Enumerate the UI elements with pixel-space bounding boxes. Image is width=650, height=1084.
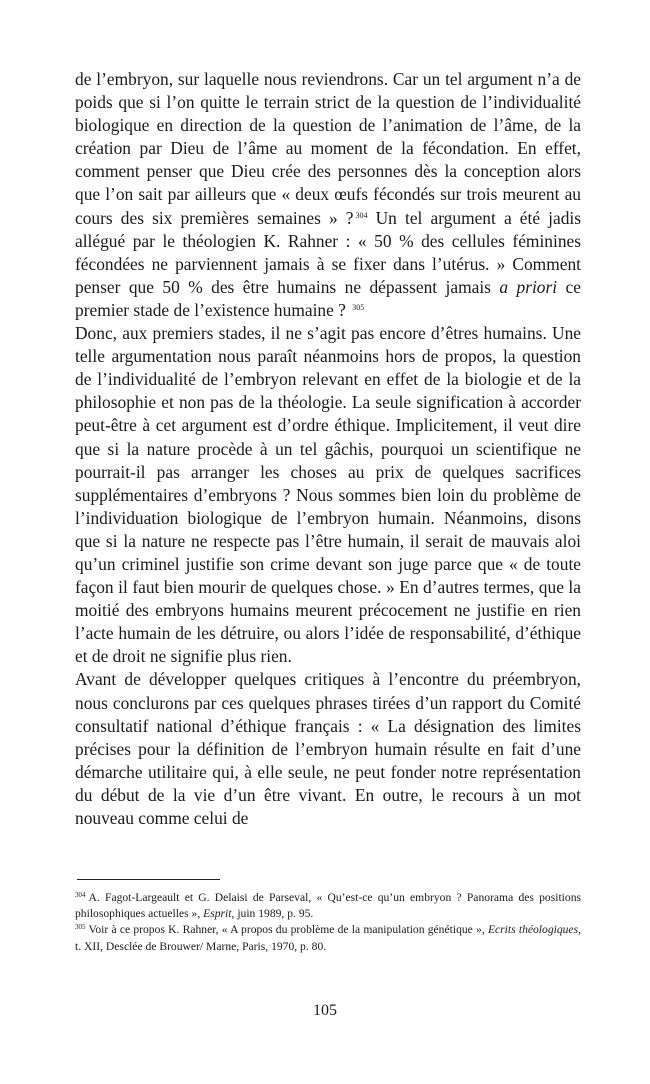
footnote-305: [75, 922, 581, 954]
footnote-divider: [77, 879, 220, 880]
footnote-text-b: , juin 1989, p. 95.: [231, 907, 314, 921]
footnote-number: 305: [75, 923, 86, 932]
paragraph-3: Avant de développer quelques critiques à l’encontre du préembryon, nous conclurons par ces quelques phrases tirées d’un rapport du Comité consultatif national d’éthique français : « La désignation des limites précises pour la définition de l’embryon humain résulte en fait d’une démarche utilitaire qui, à elle seule, ne peut fonder notre représentation du début de la vie d’un être vivant. En outre, le recours à un mot nouveau comme celui de: [75, 669, 581, 828]
footnote-number: 304: [75, 891, 86, 899]
paragraph-1: [75, 68, 581, 322]
footnote-italic: Ecrits théologiques: [487, 923, 579, 937]
paragraph-1-text-c: ce premier stade de l’existence humaine ?: [75, 276, 581, 320]
footnotes: [75, 890, 581, 955]
paragraph-1-text-b: Un tel argument a été jadis allégué par le théologien K. Rahner : « 50 % des cellules féminines fécondées ne parviennent jamais à se fixer dans l’utérus. » Comment penser que 50 % des être humains ne dépassent jamais: [75, 207, 581, 297]
paragraph-1-italic: a priori: [499, 276, 558, 297]
footnote-text-b: , t. XII, Desclée de Brouwer/ Marne, Paris, 1970, p. 80.: [75, 923, 581, 953]
paragraph-2: Donc, aux premiers stades, il ne s’agit pas encore d’êtres humains. Une telle argumentation nous paraît néanmoins hors de propos, la question de l’individualité de l’embryon relevant en effet de la biologie et de la philosophie et non pas de la théologie. La seule signification à accorder peut-être à cet argument est d’ordre éthique. Implicitement, il veut dire que si la nature procède à un tel gâchis, pourquoi un scientifique ne pourrait-il pas arranger les choses au prix de quelques sacrifices supplémentaires d’embryons ? Nous sommes bien loin du problème de l’individuation biologique de l’embryon humain. Néanmoins, disons que si la nature ne respecte pas l’être humain, il serait de mauvais aloi qu’un criminel justifie son crime devant son juge parce que « de toute façon il faut bien mourir de quelques chose. » En d’autres termes, que la moitié des embryons humains meurent précocement ne justifie en rien l’acte humain de les détruire, ou alors l’idée de responsabilité, d’éthique et de droit ne signifie plus rien.: [75, 323, 581, 667]
page-number: 105: [313, 1002, 337, 1019]
footnote-ref-304: 304: [355, 210, 368, 220]
page-body: [75, 68, 581, 830]
footnote-italic: Esprit: [203, 907, 232, 921]
footnote-text-a: A. Fagot-Largeault et G. Delaisi de Parseval, « Qu’est-ce qu’un embryon ? Panorama des positions philosophiques actuelles »,: [75, 891, 581, 921]
footnote-ref-305: 305: [352, 302, 365, 312]
footnote-text-a: Voir à ce propos K. Rahner, « A propos du problème de la manipulation génétique »,: [88, 923, 488, 937]
footnote-304: [75, 890, 581, 922]
paragraph-1-text-a: de l’embryon, sur laquelle nous reviendrons. Car un tel argument n’a de poids que si l’on quitte le terrain strict de la question de l’individualité biologique en direction de la question de l’animation de l’âme, de la création par Dieu de l’âme au moment de la fécondation. En effet, comment penser que Dieu crée des personnes dès la conception alors que l’on sait par ailleurs que « deux œufs fécondés sur trois meurent au cours des six premières semaines » ?: [75, 69, 581, 228]
